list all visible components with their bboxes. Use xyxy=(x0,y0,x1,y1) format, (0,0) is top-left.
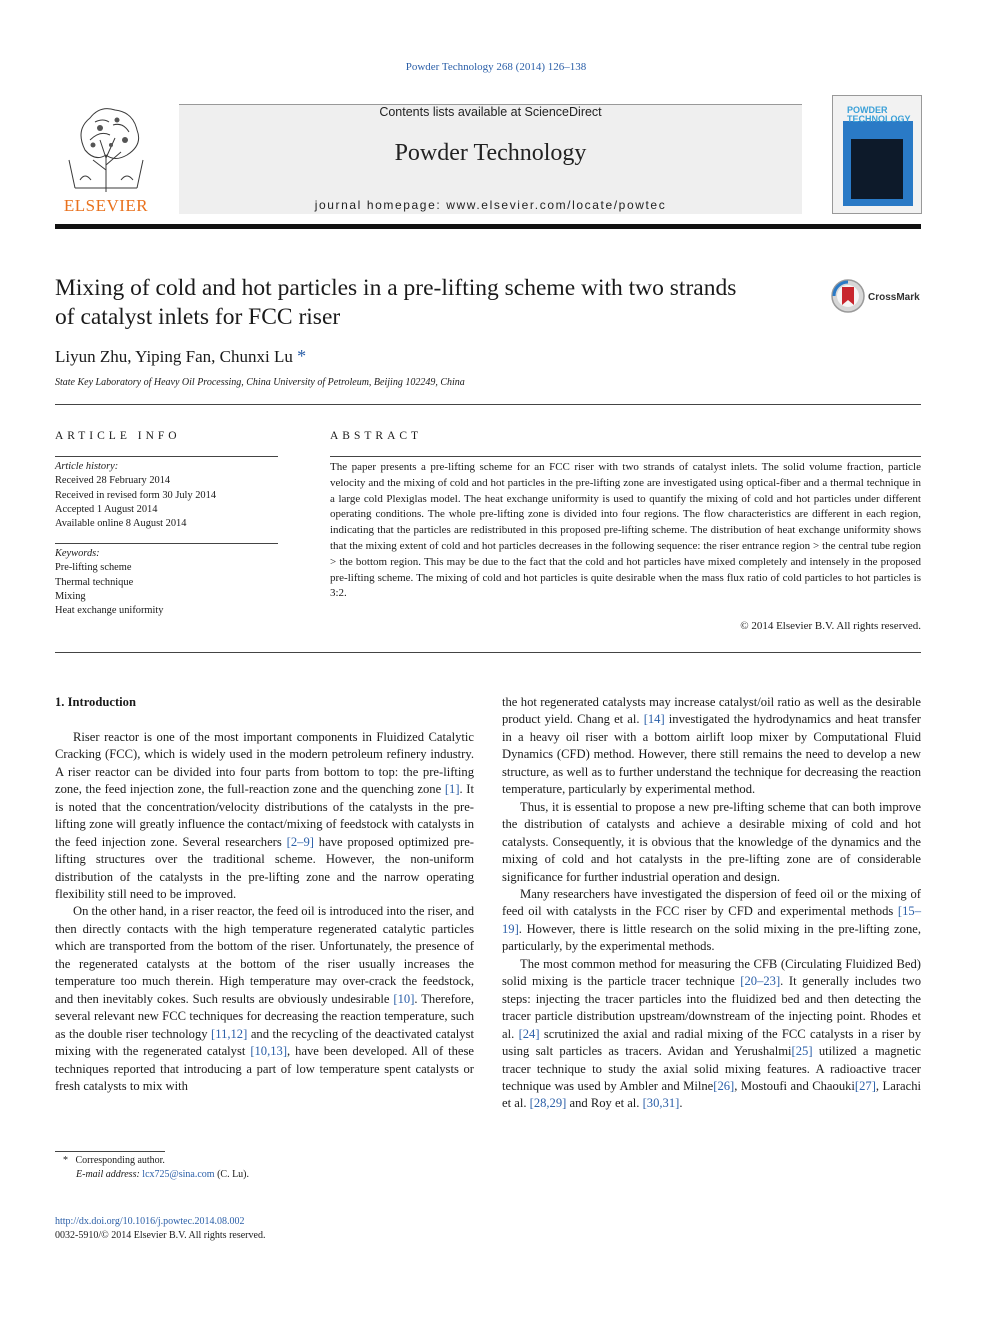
body-text: and Roy et al. xyxy=(566,1096,643,1111)
body-text: , have been developed. All of these techniques reported that introducing a part of low temperature spent catalysts or fresh catalysts to mix with xyxy=(55,1044,474,1094)
keyword-item: Mixing xyxy=(55,590,86,602)
body-text: , Larachi et al. xyxy=(502,1078,922,1111)
citation-link[interactable]: [1] xyxy=(444,782,460,797)
article-title-line-2: of catalyst inlets for FCC riser xyxy=(55,304,341,330)
citation-link[interactable]: [30,31] xyxy=(642,1096,680,1111)
body-text: , Mostoufi and Chaouki xyxy=(734,1078,855,1093)
journal-reference-link[interactable]: Powder Technology 268 (2014) 126–138 xyxy=(405,61,587,73)
header-rule xyxy=(55,224,921,229)
body-text: On the other hand, in a riser reactor, the feed oil is introduced into the riser, and then directly contacts with the high temperature regenerated catalytic particles which are transported from the bottom of the riser. Unfortunately, the presence of the regenerated catalysts at the bottom of the riser usually increases the temperature too much therein. High temperature may over-crack the feedstock, and then inevitably cokes. Such results are obviously undesirable xyxy=(55,904,474,1006)
citation-link[interactable]: [2–9] xyxy=(286,834,314,849)
body-text: Thus, it is essential to propose a new pre-lifting scheme that can both improve the distribution of catalysts and achieve a desirable mixing of cold and hot catalysts. Consequently, it is obvious that the knowledge of the dynamics and the mixing of cold and hot catalysts in the pre-lifting zone are of considerable significance for further industrial operation and design. xyxy=(502,799,921,884)
divider xyxy=(55,456,278,457)
citation-link[interactable]: [27] xyxy=(854,1078,876,1093)
article-title xyxy=(55,274,815,332)
body-text: investigated the hydrodynamics and heat transfer in a heavy oil riser with a bottom airlift loop mixer by Computational Fluid Dynamics (CFD) method. However, there still remains the need to develop a new structure, as well as to further understand the technique for decreasing the reaction temperature, particularly by experimental method. xyxy=(502,712,921,797)
citation-link[interactable]: [28,29] xyxy=(529,1096,567,1111)
elsevier-wordmark: ELSEVIER xyxy=(63,196,149,215)
author-list xyxy=(55,346,306,367)
article-history xyxy=(55,460,278,531)
divider xyxy=(55,543,278,544)
email-link[interactable]: lcx725@sina.com xyxy=(142,1169,215,1180)
body-text: . It generally includes two steps: injecting the tracer particles into the fluidized bed and then detecting the tracer particle distribution upstream/downstream of the injecting point. Rhodes et al. xyxy=(502,974,921,1041)
article-title-line-1: Mixing of cold and hot particles in a pre-lifting scheme with two strands xyxy=(55,275,737,301)
body-paragraph xyxy=(502,694,921,799)
journal-title: Powder Technology xyxy=(394,140,587,166)
divider xyxy=(55,404,921,405)
body-paragraph xyxy=(55,729,474,904)
cover-dark-panel xyxy=(851,139,903,199)
body-text: Riser reactor is one of the most important components in Fluidized Catalytic Cracking (FCC), which is widely used in the modern petroleum refinery industry. A riser reactor can be divided into four parts from bottom to top: the pre-lifting zone, the feed injection zone, the full-reaction zone and the quenching zone xyxy=(55,729,474,797)
section-heading: 1. Introduction xyxy=(55,695,136,709)
contents-line: Contents lists available at ScienceDirect xyxy=(379,105,602,119)
paragraph-container xyxy=(502,694,921,1113)
divider xyxy=(330,456,921,457)
divider xyxy=(55,652,921,653)
paragraph-container xyxy=(55,729,474,1096)
history-revised: Received in revised form 30 July 2014 xyxy=(55,489,217,501)
keywords xyxy=(55,547,278,618)
citation-link[interactable]: [14] xyxy=(643,712,665,727)
doi-link[interactable]: http://dx.doi.org/10.1016/j.powtec.2014.08.002 xyxy=(55,1216,245,1227)
cover-title: POWDER TECHNOLOGY xyxy=(847,105,911,124)
body-text: and the recycling of the deactivated catalyst mixing with the regenerated catalyst xyxy=(55,1026,474,1059)
body-paragraph xyxy=(502,799,921,886)
body-text: scrutinized the axial and radial mixing of the FCC catalysts in a riser by using salt particles as tracers. Avidan and Yerushalmi xyxy=(502,1026,921,1059)
citation-link[interactable]: [20–23] xyxy=(740,974,781,989)
body-text: Many researchers have investigated the dispersion of feed oil or the mixing of feed oil with catalysts in the FCC riser by CFD and experimental methods xyxy=(502,886,921,919)
affiliation: State Key Laboratory of Heavy Oil Processing, China University of Petroleum, Beijing 102249, China xyxy=(55,377,465,388)
citation-link[interactable]: [25] xyxy=(791,1044,813,1059)
body-text: the hot regenerated catalysts may increase catalyst/oil ratio as well as the desirable product yield. Chang et al. xyxy=(502,695,921,727)
keyword-item: Thermal technique xyxy=(55,576,134,588)
journal-cover-thumbnail[interactable] xyxy=(832,95,922,214)
email-suffix: (C. Lu). xyxy=(217,1169,250,1180)
footnote-label: Corresponding author. xyxy=(75,1155,165,1166)
email-label: E-mail address: xyxy=(76,1169,140,1180)
body-paragraph xyxy=(55,903,474,1095)
body-paragraph xyxy=(502,886,921,956)
crossmark-icon xyxy=(830,278,866,314)
body-text: utilized a magnetic tracer technique to study the axial solid mixing features. A radioactive tracer technique was used by Ambler and Milne xyxy=(502,1044,921,1093)
footnote-rule xyxy=(55,1151,165,1152)
footnote-mark: * xyxy=(63,1155,68,1166)
history-accepted: Accepted 1 August 2014 xyxy=(55,503,158,515)
citation-link[interactable]: [10] xyxy=(393,991,415,1006)
abstract-text: The paper presents a pre-lifting scheme for an FCC riser with two strands of catalyst inlets. The solid volume fraction, particle velocity and the mixing of cold and hot particles in the pre-lifting zone are investigated using optical-fiber and a thermal technique in a large cold Plexiglas model. The heat exchange uniformity is used to quantify the mixing of cold and hot particles under different operating conditions. The whole pre-lifting zone is divided into four regions. The flow characteristics are different in each region, indicating that the particles are redistributed in this proposed pre-lifting scheme. The distribution of heat exchange uniformity shows that the mixing extent of cold and hot particles decreases in the following sequence: the riser entrance region > the central tube region > the bottom region. This may be due to the fact that the cold and hot particles have mixed completely and intensely in the proposed pre-lifting scheme. The mixing of cold and hot particles is quite desirable when the mass flux ratio of cold particles to hot particles is 3:2. xyxy=(330,461,921,600)
abstract-copyright: © 2014 Elsevier B.V. All rights reserved. xyxy=(740,620,921,632)
crossmark-label: CrossMark xyxy=(868,292,920,303)
elsevier-logo xyxy=(55,100,157,215)
footnote xyxy=(55,1154,474,1182)
journal-homepage-link[interactable]: journal homepage: www.elsevier.com/locate/powtec xyxy=(314,198,667,212)
citation-link[interactable]: [15–19] xyxy=(502,904,921,936)
keyword-item: Pre-lifting scheme xyxy=(55,562,132,574)
body-column-left xyxy=(55,694,474,1095)
author-names: Liyun Zhu, Yiping Fan, Chunxi Lu xyxy=(55,347,293,366)
body-text: The most common method for measuring the CFB (Circulating Fluidized Bed) solid mixing is the particle tracer technique xyxy=(502,956,921,989)
citation-link[interactable]: [26] xyxy=(713,1078,735,1093)
keywords-label: Keywords: xyxy=(55,548,100,559)
elsevier-tree-icon xyxy=(55,100,157,195)
crossmark-badge[interactable] xyxy=(830,278,922,318)
body-text: have proposed optimized pre-lifting structures over the traditional scheme. However, the non-uniform distribution of the catalysts in the pre-lifting zone and the narrow operating flexibility still need to be improved. xyxy=(55,834,474,902)
citation-link[interactable]: [11,12] xyxy=(211,1026,248,1041)
keyword-item: Heat exchange uniformity xyxy=(55,605,164,617)
history-label: Article history: xyxy=(55,461,119,472)
citation-link[interactable]: [24] xyxy=(518,1026,540,1041)
history-received: Received 28 February 2014 xyxy=(55,475,171,487)
body-text: . It is noted that the concentration/velocity distributions of the catalysts in the pre-lifting zone will greatly influence the contact/mixing of feedstock with catalysts in the feed injection zone. Several researchers xyxy=(55,782,474,849)
body-text: . Therefore, several relevant new FCC techniques for decreasing the reaction temperature, such as the double riser technology xyxy=(55,991,475,1041)
corresponding-author-mark[interactable]: * xyxy=(297,346,307,366)
body-text: . xyxy=(679,1096,683,1111)
citation-link[interactable]: [10,13] xyxy=(250,1044,288,1059)
body-column-right xyxy=(502,694,921,1113)
history-online: Available online 8 August 2014 xyxy=(55,518,187,530)
article-info-heading: ARTICLE INFO xyxy=(55,430,181,442)
issn-line: 0032-5910/© 2014 Elsevier B.V. All rights reserved. xyxy=(55,1230,266,1241)
abstract-heading: ABSTRACT xyxy=(330,430,423,442)
body-text: . However, there is little research on the solid mixing in the pre-lifting zone, particularly, by the experimental methods. xyxy=(502,921,921,954)
page-footer xyxy=(55,1215,265,1243)
body-paragraph xyxy=(502,956,921,1113)
